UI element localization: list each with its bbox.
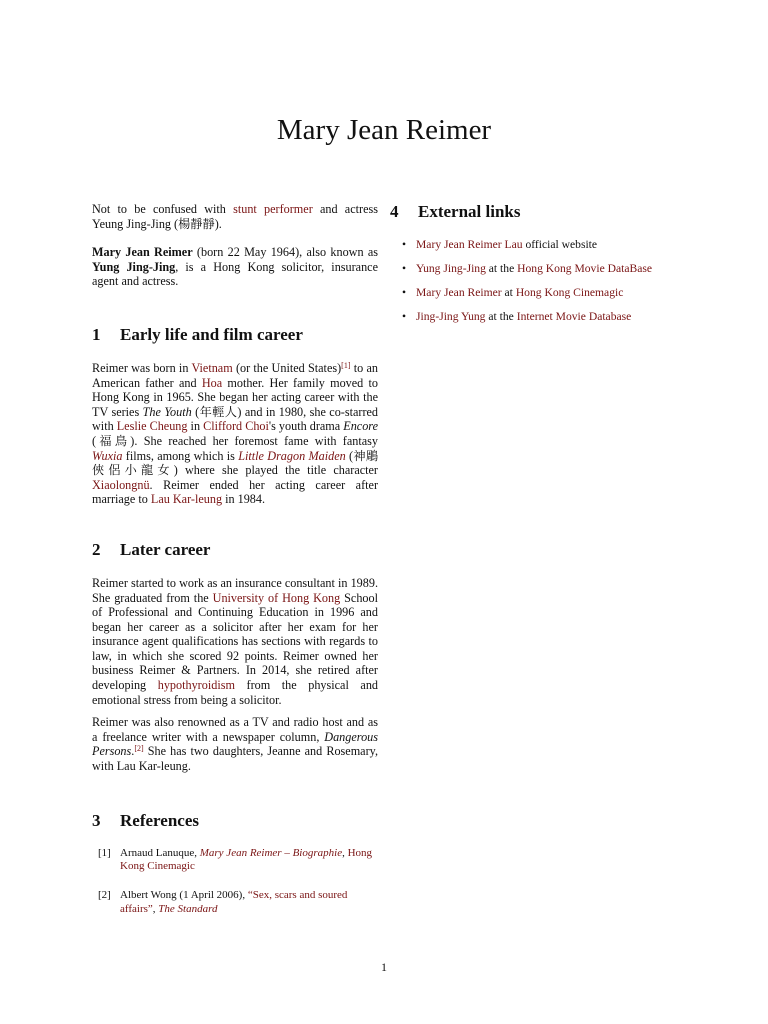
body-text: 's youth drama [268,419,344,434]
link-text: at [501,286,516,299]
body-text: in [187,419,204,434]
reference-author: Arnaud Lanuque, [120,846,200,859]
vietnam-link[interactable]: Vietnam [191,360,233,375]
hkmdb-name-link[interactable]: Yung Jing-Jing [416,262,486,275]
reference-source-link[interactable] [158,903,217,915]
reference-sep: , [342,846,348,859]
later-career-paragraph [92,576,378,707]
citation-2-link[interactable]: [2] [134,744,144,754]
link-text: official website [522,238,598,251]
external-link-item [390,262,690,276]
cinemagic-link[interactable]: Hong Kong Cinemagic [515,286,624,299]
body-text: ( [191,404,200,419]
reference-item [92,889,378,916]
little-dragon-maiden-link[interactable] [238,449,346,463]
section-number: 1 [92,324,101,344]
external-links-list [390,238,690,324]
body-text: Reimer started to work as an insurance consultant in 1989. She graduated from the [92,575,378,605]
reference-work: Mary Jean Reimer – Biographie [199,846,343,859]
reference-item [92,847,378,874]
subject-name: Mary Jean Reimer [92,245,193,260]
external-link-item [390,310,690,324]
section-number: 2 [92,539,101,559]
hatnote-text: and actress Yeung Jing-Jing ( [92,202,378,231]
lead-text: , is a Hong Kong solicitor, insurance agent and actress. [92,259,378,289]
stunt-performer-link[interactable]: stunt performer [233,202,313,216]
xiaolongnu-link[interactable]: Xiaolongnü [92,477,150,492]
encore-title: Encore [343,419,379,434]
reference-work-link[interactable] [200,847,342,859]
citation-1-link[interactable]: [1] [341,360,351,370]
left-column [92,202,378,932]
the-youth-title: The Youth [142,404,192,419]
cjk-text: 福鳥 [96,433,131,448]
body-text: from the physical and emotional stress from being a solicitor. [92,678,379,707]
official-website-link[interactable]: Mary Jean Reimer Lau [416,238,523,251]
body-text: ( [345,448,354,463]
hatnote [92,202,378,231]
body-text: Reimer was also renowned as a TV and radio host and as a freelance writer with a newspaper column, [92,715,378,744]
hatnote-text: Not to be confused with [92,202,234,216]
section-heading-later-career [92,540,378,560]
body-text: . Reimer ended her acting career after marriage to [92,477,378,507]
body-text: mother. Her family moved to Hong Kong in 1965. She began her acting career with the TV series [92,375,378,419]
references-list [92,847,378,917]
section-title: Early life and film career [120,324,303,344]
reference-number: [1] [98,846,111,859]
section-title: Later career [120,539,211,559]
section-title: External links [418,202,521,221]
body-text: ( [92,433,97,448]
body-text: School of Professional and Continuing Education in 1996 and began her career as a solicitor after her exam for her insurance agent qualifications has sections with regards to law, in which she scored 92 points. Reimer owned her business Reimer & Partners. In 2014, she retired after developing [92,590,378,693]
lead-text: (born 22 May 1964), also known as [192,245,378,260]
body-text: ). She reached her foremost fame with fantasy [130,433,378,448]
body-text: . [131,744,135,759]
imdb-name-link[interactable]: Jing-Jing Yung [416,310,486,323]
reference-sep: , [152,902,159,915]
reference-source: The Standard [158,902,218,915]
clifford-choi-link[interactable]: Clifford Choi [203,419,269,434]
right-column [390,202,690,334]
dangerous-persons-title: Dangerous Persons [92,729,378,759]
cinemagic-name-link[interactable]: Mary Jean Reimer [416,286,502,299]
link-text: at the [485,310,517,323]
section-number: 4 [390,202,399,221]
body-text: to an American father and [92,360,378,390]
subject-alias: Yung Jing-Jing [92,259,176,274]
body-text: in 1984. [222,492,266,507]
lau-kar-leung-link[interactable]: Lau Kar-leung [150,492,223,507]
hkmdb-link[interactable]: Hong Kong Movie DataBase [517,262,653,275]
early-life-paragraph [92,361,378,507]
section-heading-external-links [390,202,690,222]
section-heading-references [92,811,378,831]
cjk-text: 神鵰俠侶小龍女 [92,448,379,478]
later-career-paragraph-2 [92,715,378,773]
hoa-link[interactable]: Hoa [201,375,223,390]
section-title: References [120,810,199,830]
hypothyroidism-link[interactable]: hypothyroidism [157,678,235,693]
body-text: (or the United States) [232,360,342,375]
hatnote-cjk: 楊靜靜 [178,216,215,231]
wuxia-text: Wuxia [92,448,123,463]
reference-author: Albert Wong (1 April 2006), [120,889,248,902]
body-text: She has two daughters, Jeanne and Rosemary, with Lau Kar-leung. [92,744,378,774]
lead-paragraph [92,245,378,289]
link-text: at the [485,262,518,275]
reference-source-link[interactable]: Hong Kong Cinemagic [120,846,373,873]
external-link-item [390,286,690,300]
wuxia-link[interactable] [92,449,122,463]
body-text: ) where she played the title character [173,463,378,478]
external-link-item [390,238,690,252]
cjk-text: 年輕人 [199,404,238,419]
reference-number: [2] [98,889,111,902]
section-number: 3 [92,810,101,830]
reference-work-link[interactable]: “Sex, scars and soured affairs” [120,889,348,915]
leslie-cheung-link[interactable]: Leslie Cheung [116,419,188,434]
body-text: Reimer was born in [92,360,192,375]
hatnote-text: ). [214,216,222,231]
imdb-link[interactable]: Internet Movie Database [516,310,632,323]
page-number: 1 [381,960,387,974]
body-text: ) and in 1980, she co-starred with [92,404,379,434]
section-heading-early-life [92,325,378,345]
little-dragon-maiden-text: Little Dragon Maiden [238,448,346,463]
body-text: films, among which is [122,448,239,463]
page-title: Mary Jean Reimer [276,114,492,146]
hku-link[interactable]: University of Hong Kong [212,590,341,605]
